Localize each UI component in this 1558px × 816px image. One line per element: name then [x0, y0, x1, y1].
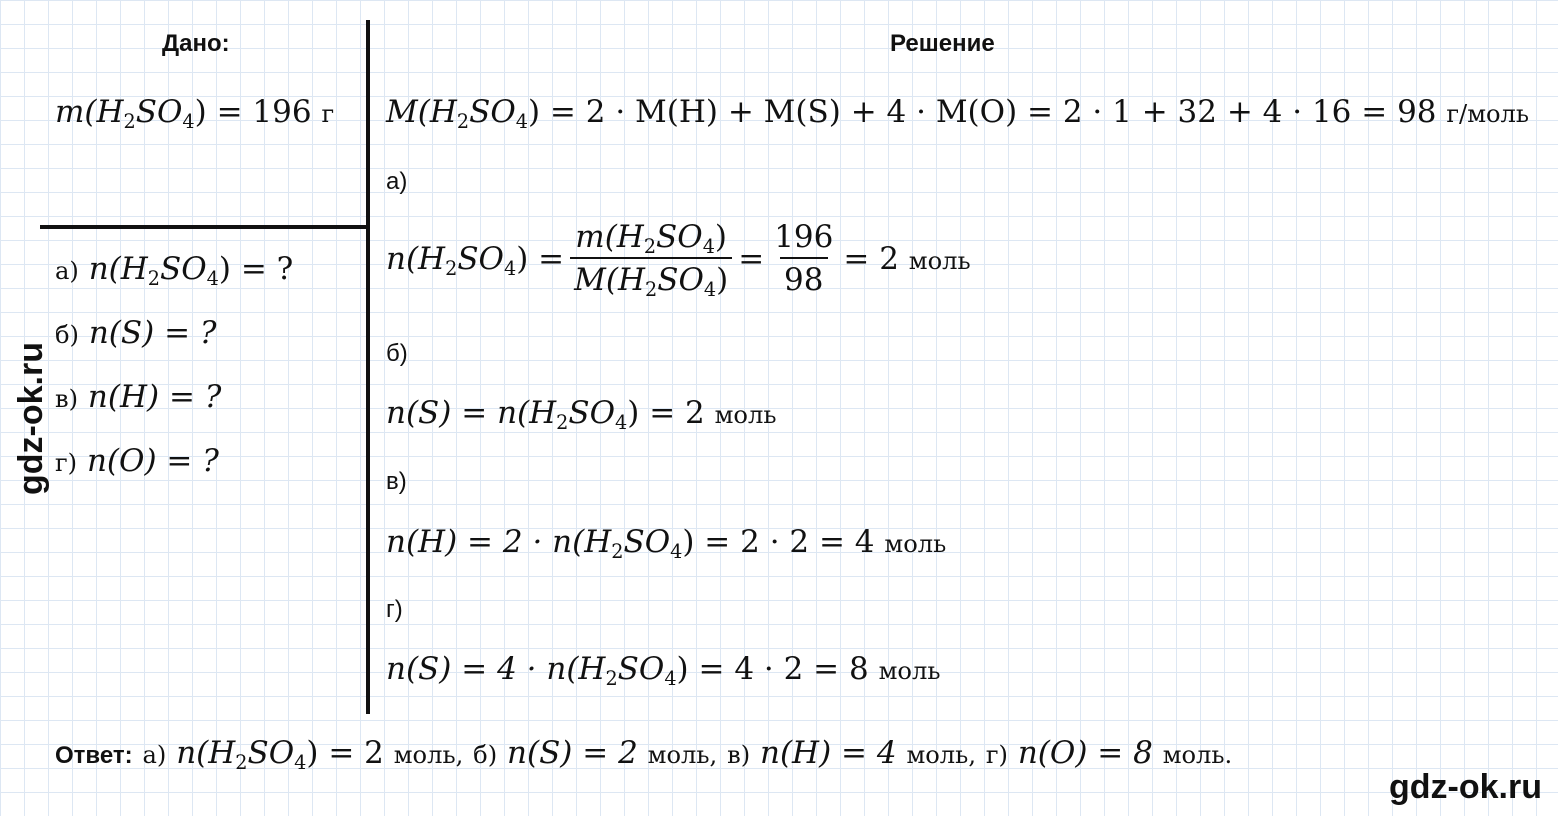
question-c: в) n(H) = ? — [55, 379, 222, 415]
question-d: г) n(O) = ? — [55, 443, 219, 479]
question-b: б) n(S) = ? — [55, 315, 217, 351]
part-a-label: а) — [386, 168, 408, 195]
part-c-equation: $n(H) = 2 \cdot n(H_2SO_4) = 2 \cdot 2 = 4$ моль — [386, 524, 947, 563]
part-c-label: в) — [386, 468, 407, 495]
horizontal-divider — [40, 225, 368, 229]
numeric-fraction: $\frac{196}{98}$ — [774, 219, 834, 298]
watermark-vertical: gdz-ok.ru — [12, 342, 50, 495]
part-d-label: г) — [386, 596, 403, 623]
part-a-equation: $n(H_2SO_4)$ = $\frac{m(H_2SO_4)}{M(H_2SO_4)}$ = $\frac{196}{98}$ = 2 моль — [386, 219, 971, 301]
watermark-bottom: gdz-ok.ru — [1389, 768, 1542, 806]
question-a: а) $n(H_2SO_4)$ = ? — [55, 251, 294, 290]
part-b-equation: $n(S) = n(H_2SO_4) = 2$ моль — [386, 395, 777, 434]
molar-mass-equation: $M(H_2SO_4) = 2 \cdot M(H) + M(S) + 4 \cdot M(O) = 2 \cdot 1 + 32 + 4 \cdot 16 = 98$ г/моль — [386, 94, 1530, 133]
part-b-label: б) — [386, 340, 408, 367]
solution-heading: Решение — [890, 30, 995, 57]
given-heading: Дано: — [162, 30, 230, 57]
given-mass: $m(H_2SO_4) = 196$ г — [55, 94, 335, 133]
answer-line: Ответ: а) $n(H_2SO_4) = 2$ моль, б) n(S) = 2 моль, в) n(H) = 4 моль, г) n(O) = 8 моль. — [55, 735, 1233, 774]
vertical-divider — [366, 20, 370, 714]
part-d-equation: $n(S) = 4 \cdot n(H_2SO_4) = 4 \cdot 2 = 8$ моль — [386, 651, 941, 690]
answer-label: Ответ: — [55, 742, 133, 769]
mass-over-molar-mass-fraction: $\frac{m(H_2SO_4)}{M(H_2SO_4)}$ — [570, 222, 732, 296]
